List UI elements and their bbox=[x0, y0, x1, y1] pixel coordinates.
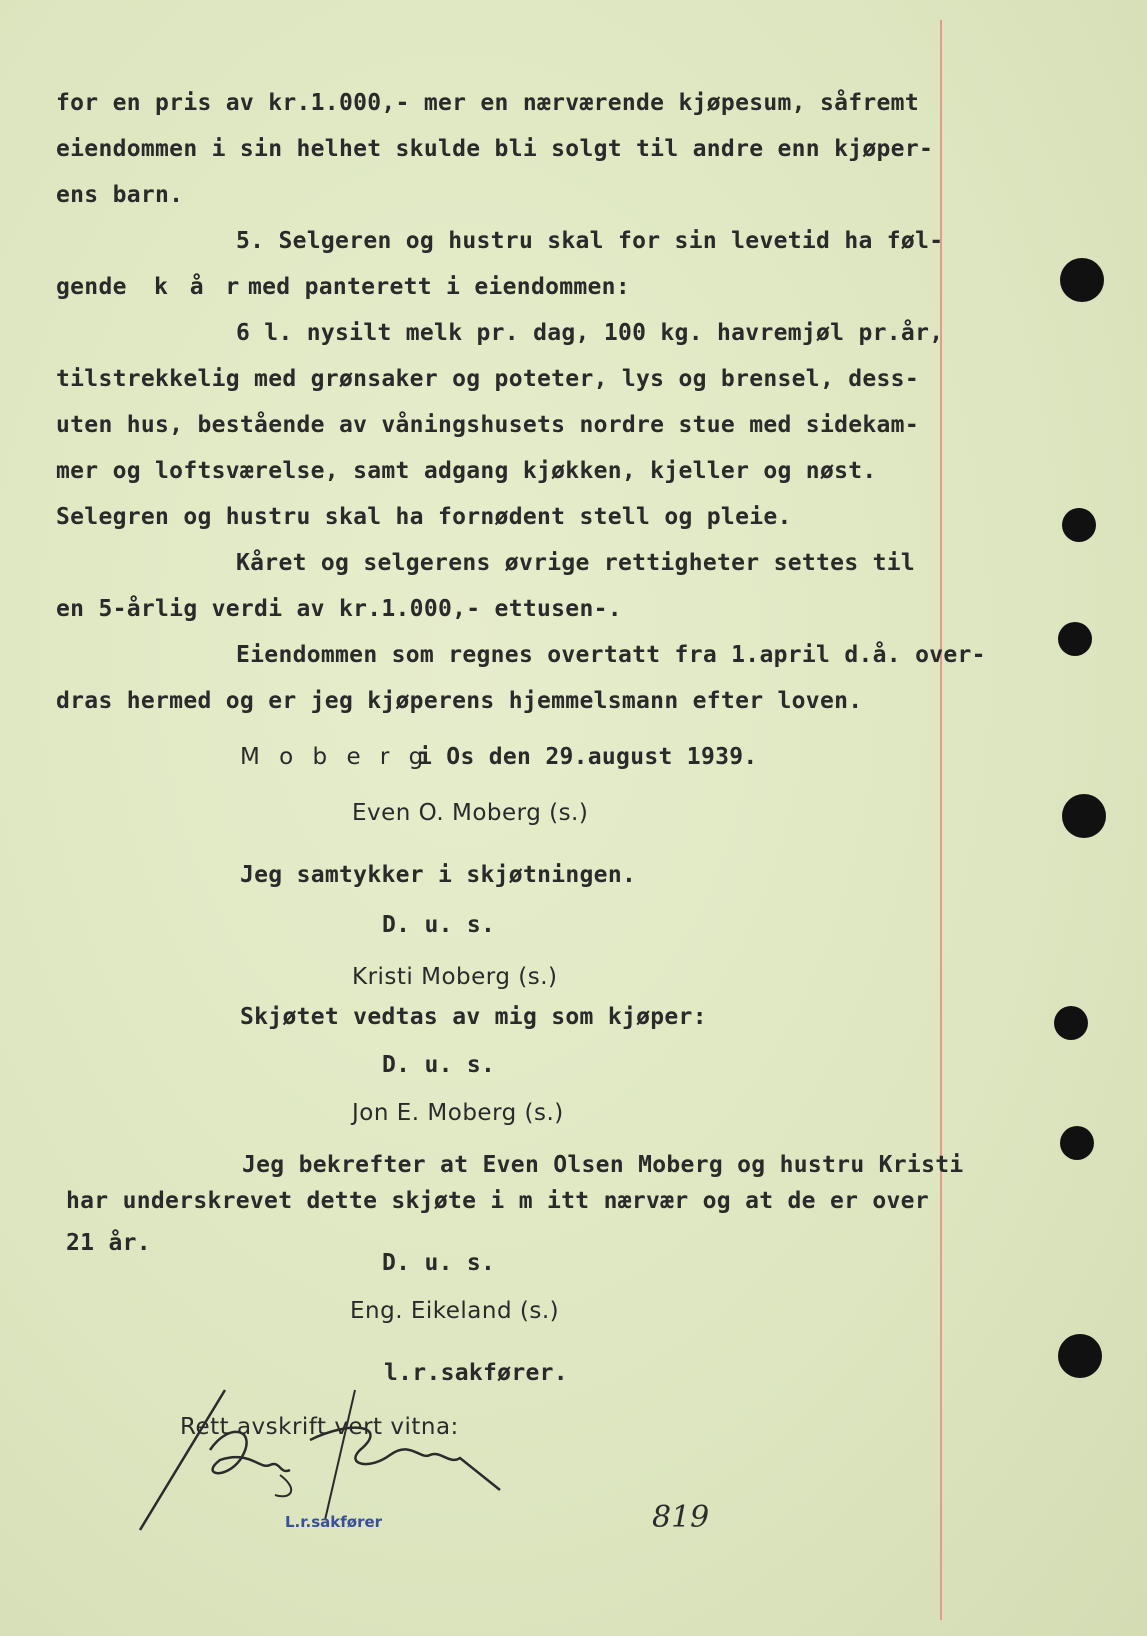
text-line: D. u. s. bbox=[382, 1250, 496, 1276]
text-line: Rett avskrift vert vitna: bbox=[180, 1414, 459, 1440]
page-number-mark: 819 bbox=[652, 1500, 710, 1535]
punch-hole-icon bbox=[1060, 1126, 1094, 1160]
text-line: dras hermed og er jeg kjøperens hjemmelsmann efter loven. bbox=[56, 688, 863, 714]
text-line: ens barn. bbox=[56, 182, 184, 208]
text-line: l.r.sakfører. bbox=[384, 1360, 568, 1386]
punch-hole-icon bbox=[1062, 794, 1106, 838]
text-line: Jeg samtykker i skjøtningen. bbox=[240, 862, 637, 888]
text-line: en 5-årlig verdi av kr.1.000,- ettusen-. bbox=[56, 596, 622, 622]
signature-line: Eng. Eikeland (s.) bbox=[350, 1298, 560, 1324]
signature-line: Even O. Moberg (s.) bbox=[352, 800, 589, 826]
text-line: Jeg bekrefter at Even Olsen Moberg og hustru Kristi bbox=[242, 1152, 964, 1178]
text-line: 6 l. nysilt melk pr. dag, 100 kg. havremjøl pr.år, bbox=[236, 320, 944, 346]
punch-hole-icon bbox=[1054, 1006, 1088, 1040]
text-line: med panterett i eiendommen: bbox=[248, 274, 630, 300]
text-line: Skjøtet vedtas av mig som kjøper: bbox=[240, 1004, 707, 1030]
text-line: tilstrekkelig med grønsaker og poteter, lys og brensel, dess- bbox=[56, 366, 919, 392]
text-line: Kåret og selgerens øvrige rettigheter settes til bbox=[236, 550, 916, 576]
text-line: gende bbox=[56, 274, 127, 300]
punch-hole-icon bbox=[1060, 258, 1104, 302]
text-line: Eiendommen som regnes overtatt fra 1.april d.å. over- bbox=[236, 642, 986, 668]
text-line: D. u. s. bbox=[382, 1052, 496, 1078]
stamp-text: L.r.sakfører bbox=[285, 1513, 383, 1531]
signature-line: Kristi Moberg (s.) bbox=[352, 964, 558, 990]
text-line: har underskrevet dette skjøte i m itt nærvær og at de er over bbox=[66, 1188, 929, 1214]
text-line: 5. Selgeren og hustru skal for sin levetid ha føl- bbox=[236, 228, 944, 254]
margin-rule bbox=[940, 20, 942, 1620]
text-line: uten hus, bestående av våningshusets nordre stue med sidekam- bbox=[56, 412, 919, 438]
text-line: 21 år. bbox=[66, 1230, 151, 1256]
text-line: for en pris av kr.1.000,- mer en nærværende kjøpesum, såfremt bbox=[56, 90, 919, 116]
punch-hole-icon bbox=[1058, 1334, 1102, 1378]
punch-hole-icon bbox=[1062, 508, 1096, 542]
text-line: D. u. s. bbox=[382, 912, 496, 938]
text-line: eiendommen i sin helhet skulde bli solgt til andre enn kjøper- bbox=[56, 136, 934, 162]
text-line: Selegren og hustru skal ha fornødent stell og pleie. bbox=[56, 504, 792, 530]
punch-hole-icon bbox=[1058, 622, 1092, 656]
signature-line: Jon E. Moberg (s.) bbox=[352, 1100, 564, 1126]
place-date: i Os den 29.august 1939. bbox=[418, 744, 758, 770]
text-line: mer og loftsværelse, samt adgang kjøkken, kjeller og nøst. bbox=[56, 458, 877, 484]
text-line-spaced: k å r bbox=[154, 274, 244, 300]
place-name: M o b e r g bbox=[240, 744, 430, 770]
